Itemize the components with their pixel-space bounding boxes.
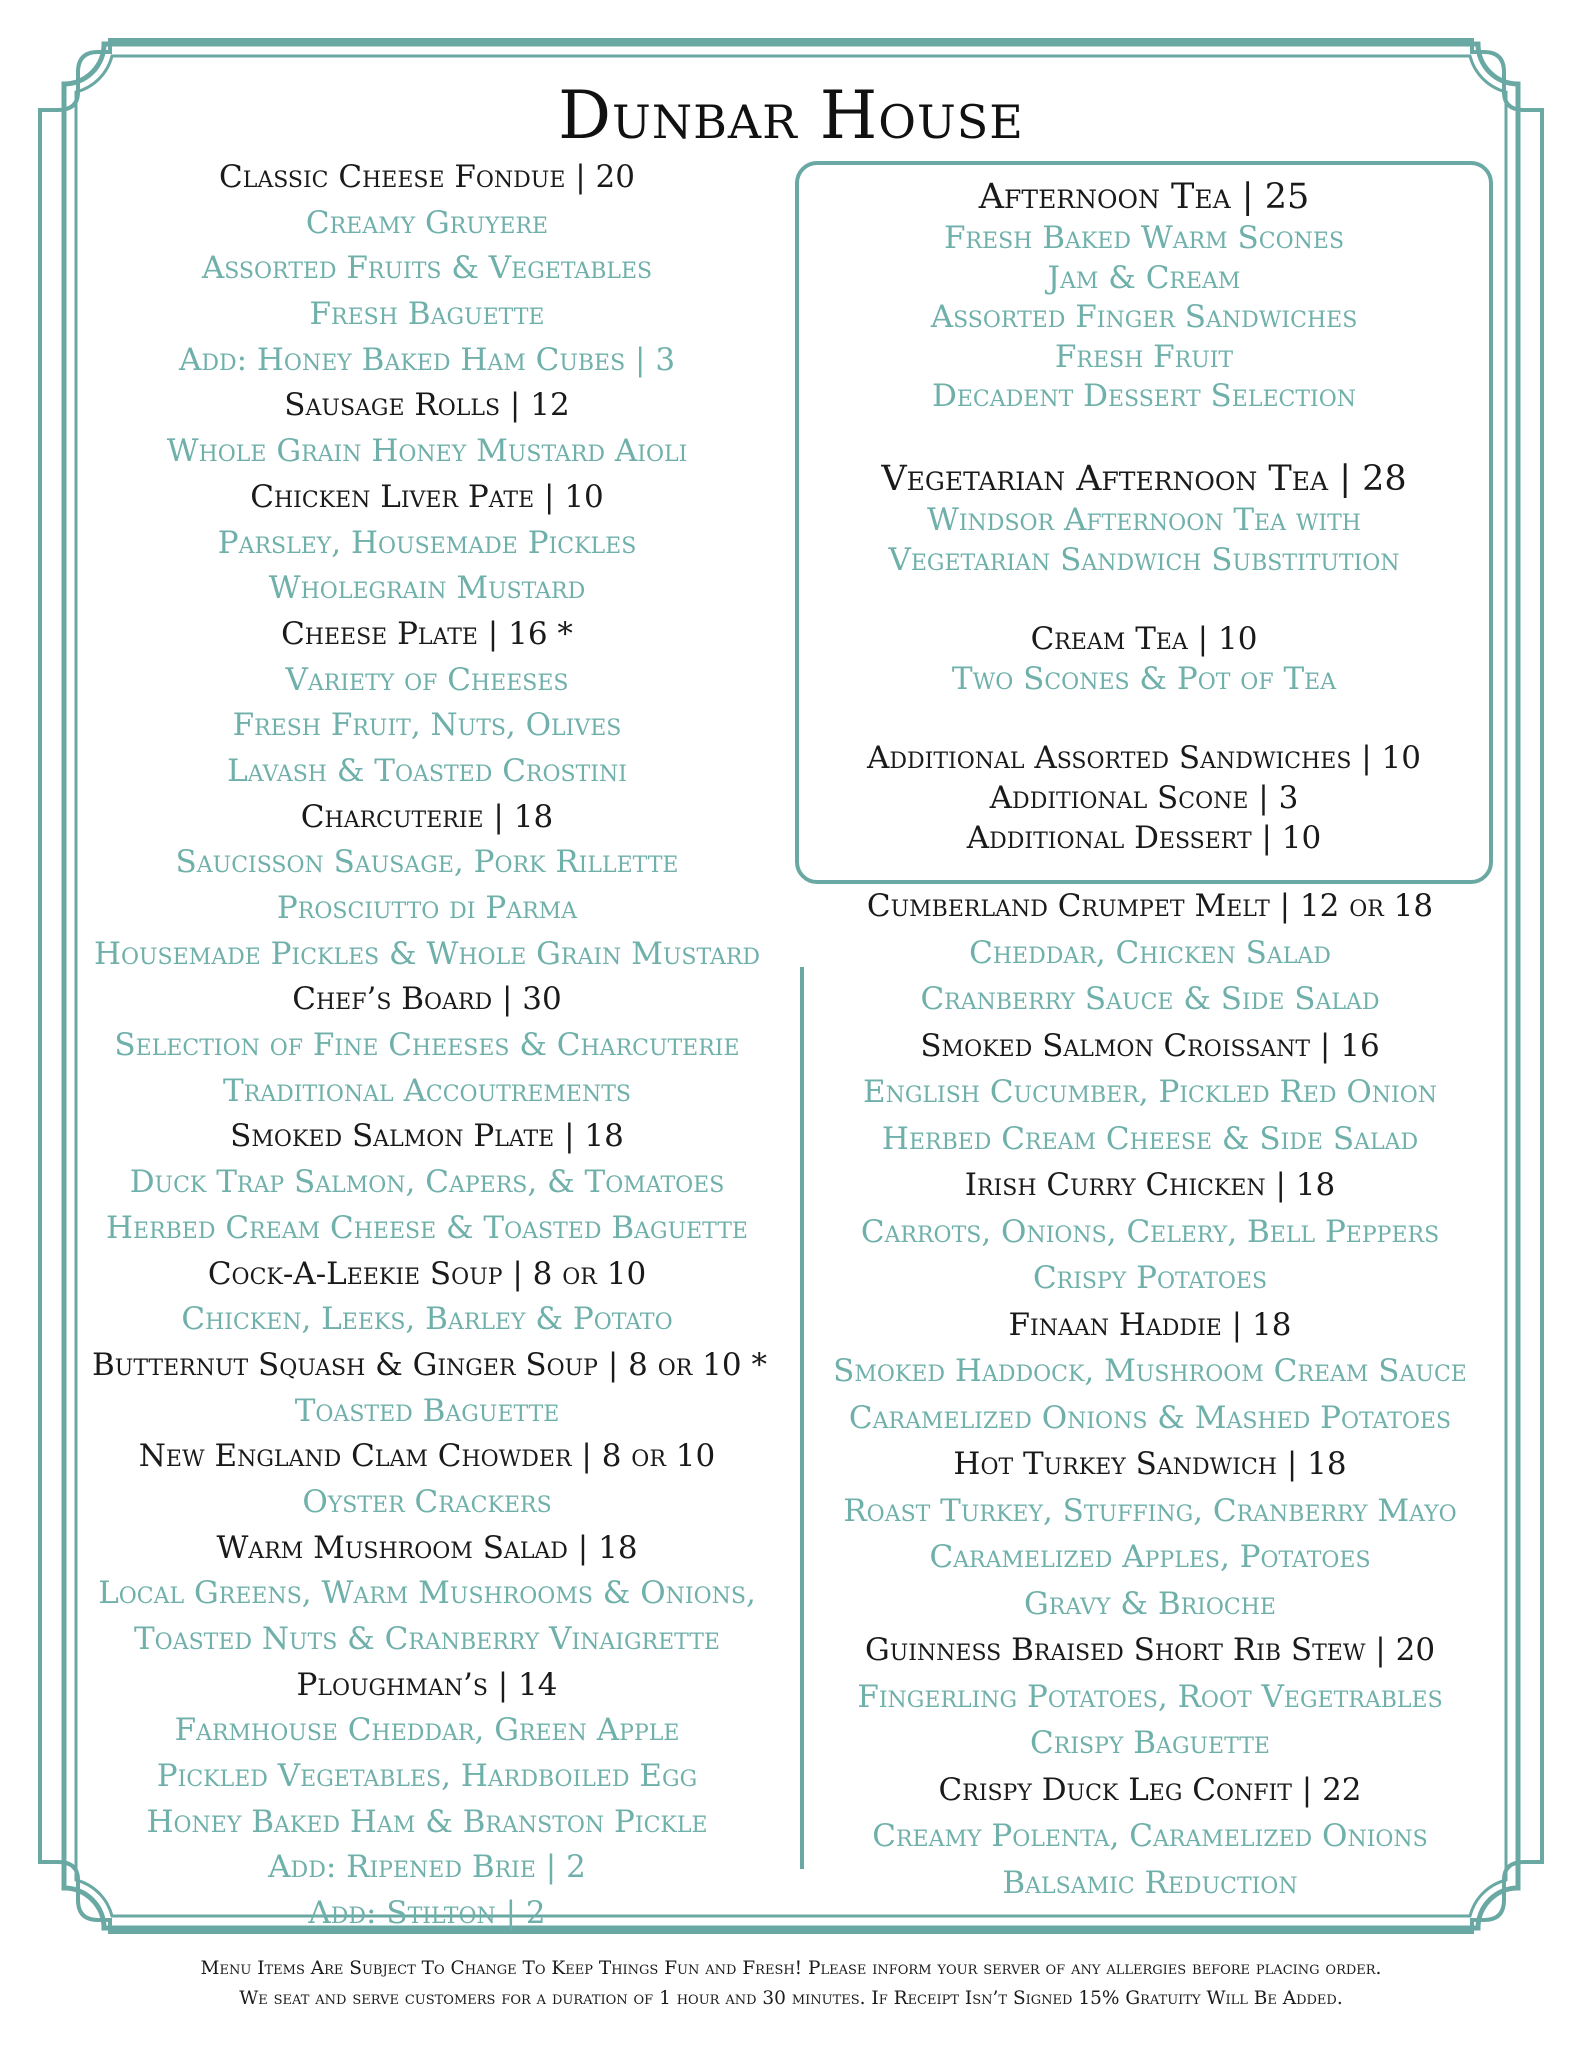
left-menu-description: Herbed Cream Cheese & Toasted Baguette: [105, 1209, 748, 1246]
left-menu-item-name: Cock-A-Leekie Soup | 8 or 10: [207, 1255, 647, 1292]
left-menu-description: Housemade Pickles & Whole Grain Mustard: [93, 935, 761, 972]
left-menu-description: Whole Grain Honey Mustard Aioli: [166, 433, 688, 470]
right-menu-description: Carrots, Onions, Celery, Bell Peppers: [860, 1213, 1440, 1250]
left-menu-description: Assorted Fruits & Vegetables: [201, 250, 653, 287]
right-menu-description: Fingerling Potatoes, Root Vegetrables: [857, 1678, 1443, 1715]
left-menu-description: Saucisson Sausage, Pork Rillette: [175, 844, 679, 881]
right-menu-item-name: Hot Turkey Sandwich | 18: [953, 1446, 1347, 1482]
left-menu-column: [92, 155, 767, 1937]
left-menu-item-name: Charcuterie | 18: [300, 798, 554, 835]
left-menu-item-name: Butternut Squash & Ginger Soup | 8 or 10 *: [92, 1346, 767, 1383]
right-menu-column: [800, 883, 1500, 1906]
page-title: Dunbar House: [558, 77, 1024, 154]
right-menu-description: Cranberry Sauce & Side Salad: [920, 981, 1380, 1017]
left-menu-description: Farmhouse Cheddar, Green Apple: [174, 1712, 680, 1749]
footer-line-1: Menu Items Are Subject To Change To Keep Things Fun and Fresh! Please inform your server of any allergies before placing order.: [200, 1958, 1382, 1979]
left-menu-item-name: Smoked Salmon Plate | 18: [230, 1118, 624, 1155]
left-menu-item-name: Chef’s Board | 30: [292, 981, 562, 1018]
left-menu-description: Toasted Nuts & Cranberry Vinaigrette: [133, 1621, 720, 1657]
right-menu-description: Creamy Polenta, Caramelized Onions: [872, 1818, 1428, 1854]
tea-spacer: [799, 580, 1489, 620]
tea-description: Two Scones & Pot of Tea: [951, 660, 1337, 697]
left-menu-item-name: Warm Mushroom Salad | 18: [216, 1529, 638, 1566]
left-menu-description: Toasted Baguette: [294, 1392, 560, 1429]
right-menu-item-name: Cumberland Crumpet Melt | 12 or 18: [866, 888, 1434, 924]
left-menu-description: Chicken, Leeks, Barley & Potato: [181, 1301, 673, 1338]
right-menu-description: Crispy Potatoes: [1032, 1260, 1268, 1296]
right-menu-description: Caramelized Onions & Mashed Potatoes: [848, 1399, 1452, 1436]
left-menu-item-name: New England Clam Chowder | 8 or 10: [138, 1438, 716, 1475]
right-menu-description: Gravy & Brioche: [1024, 1585, 1276, 1622]
right-menu-description: Cheddar, Chicken Salad: [969, 934, 1331, 971]
right-menu-description: Caramelized Apples, Potatoes: [929, 1539, 1371, 1575]
right-menu-description: Roast Turkey, Stuffing, Cranberry Mayo: [843, 1492, 1457, 1529]
left-menu-item-name: Sausage Rolls | 12: [284, 387, 570, 424]
footer-line-2: We seat and serve customers for a duration of 1 hour and 30 minutes. If Receipt Isn’t Signed 15% Gratuity Will Be Added.: [239, 1988, 1343, 2009]
left-menu-description: Selection of Fine Cheeses & Charcuterie: [114, 1027, 740, 1064]
tea-description: Jam & Cream: [1047, 259, 1241, 296]
left-menu-description: Fresh Baguette: [309, 296, 545, 333]
right-menu-item-name: Finaan Haddie | 18: [1008, 1306, 1292, 1343]
footer-notice: [0, 1954, 1582, 2014]
right-menu-description: English Cucumber, Pickled Red Onion: [862, 1074, 1438, 1110]
tea-item-name: Additional Dessert | 10: [966, 819, 1322, 856]
right-menu-item-name: Smoked Salmon Croissant | 16: [920, 1027, 1380, 1064]
afternoon-tea-box: [795, 161, 1493, 884]
left-menu-description: Duck Trap Salmon, Capers, & Tomatoes: [129, 1164, 725, 1201]
left-menu-description: Local Greens, Warm Mushrooms & Onions,: [98, 1575, 756, 1612]
left-menu-description: Lavash & Toasted Crostini: [227, 752, 627, 789]
right-menu-description: Herbed Cream Cheese & Side Salad: [881, 1120, 1419, 1157]
tea-item-name: Additional Scone | 3: [989, 779, 1299, 816]
left-menu-item-name: Cheese Plate | 16 *: [281, 615, 573, 652]
left-menu-description: Variety of Cheeses: [285, 661, 569, 698]
tea-description: Windsor Afternoon Tea with: [927, 501, 1361, 538]
tea-item-name: Afternoon Tea | 25: [978, 177, 1310, 217]
left-menu-item-name: Classic Cheese Fondue | 20: [219, 159, 635, 195]
left-menu-description: Fresh Fruit, Nuts, Olives: [232, 707, 622, 744]
right-menu-item-name: Irish Curry Chicken | 18: [964, 1167, 1336, 1203]
left-menu-description: Add: Ripened Brie | 2: [268, 1849, 586, 1886]
tea-box-top-padding: [799, 165, 1489, 175]
tea-description: Vegetarian Sandwich Substitution: [888, 541, 1400, 578]
left-menu-description: Creamy Gruyere: [305, 204, 549, 241]
right-menu-item-name: Crispy Duck Leg Confit | 22: [938, 1771, 1362, 1808]
tea-description: Assorted Finger Sandwiches: [930, 299, 1358, 336]
tea-item-name: Additional Assorted Sandwiches | 10: [866, 740, 1421, 777]
left-menu-description: Traditional Accoutrements: [223, 1072, 631, 1109]
left-menu-description: Parsley, Housemade Pickles: [217, 524, 637, 561]
left-menu-description: Wholegrain Mustard: [268, 570, 586, 607]
left-menu-description: Add: Stilton | 2: [308, 1895, 546, 1932]
left-menu-description: Oyster Crackers: [302, 1483, 552, 1520]
tea-description: Fresh Fruit: [1054, 338, 1234, 375]
left-menu-item-name: Chicken Liver Pate | 10: [250, 478, 604, 515]
tea-spacer: [799, 417, 1489, 457]
left-menu-description: Pickled Vegetables, Hardboiled Egg: [156, 1758, 698, 1795]
tea-description: Fresh Baked Warm Scones: [943, 220, 1345, 256]
tea-item-name: Cream Tea | 10: [1030, 621, 1258, 658]
tea-item-name: Vegetarian Afternoon Tea | 28: [881, 458, 1407, 499]
left-menu-description: Honey Baked Ham & Branston Pickle: [146, 1803, 708, 1840]
right-menu-description: Smoked Haddock, Mushroom Cream Sauce: [833, 1353, 1467, 1389]
right-menu-description: Crispy Baguette: [1030, 1725, 1270, 1761]
left-menu-description: Add: Honey Baked Ham Cubes | 3: [178, 341, 676, 378]
tea-description: Decadent Dessert Selection: [932, 378, 1356, 415]
right-menu-description: Balsamic Reduction: [1002, 1864, 1298, 1901]
tea-spacer: [799, 699, 1489, 739]
right-menu-item-name: Guinness Braised Short Rib Stew | 20: [864, 1632, 1436, 1668]
left-menu-item-name: Ploughman’s | 14: [296, 1666, 558, 1703]
left-menu-description: Prosciutto di Parma: [276, 890, 578, 926]
